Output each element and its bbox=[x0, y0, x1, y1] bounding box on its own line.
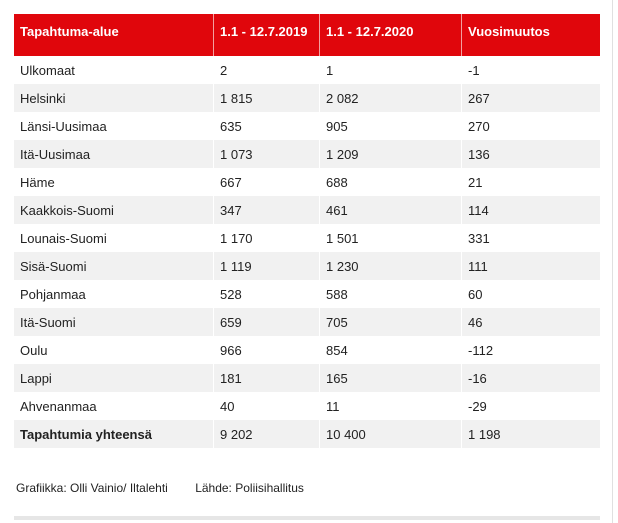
header-2019: 1.1 - 12.7.2019 bbox=[214, 14, 320, 56]
table-row bbox=[14, 84, 600, 112]
cell-2019: 966 bbox=[214, 336, 320, 364]
cell-change: 114 bbox=[462, 196, 600, 224]
cell-change: -29 bbox=[462, 392, 600, 420]
cell-2020: 461 bbox=[320, 196, 462, 224]
cell-change: -16 bbox=[462, 364, 600, 392]
cell-change: 270 bbox=[462, 112, 600, 140]
cell-change: 46 bbox=[462, 308, 600, 336]
cell-2019: 347 bbox=[214, 196, 320, 224]
cell-change: 111 bbox=[462, 252, 600, 280]
cell-area: Tapahtumia yhteensä bbox=[14, 420, 214, 448]
cell-2019: 1 815 bbox=[214, 84, 320, 112]
cell-2020: 1 501 bbox=[320, 224, 462, 252]
cell-change: 331 bbox=[462, 224, 600, 252]
cell-change: 60 bbox=[462, 280, 600, 308]
table-row bbox=[14, 196, 600, 224]
table-row bbox=[14, 252, 600, 280]
cell-area: Pohjanmaa bbox=[14, 280, 214, 308]
cell-change: 267 bbox=[462, 84, 600, 112]
table-row bbox=[14, 168, 600, 196]
cell-change: 21 bbox=[462, 168, 600, 196]
header-2020: 1.1 - 12.7.2020 bbox=[320, 14, 462, 56]
table-row bbox=[14, 308, 600, 336]
cell-area: Länsi-Uusimaa bbox=[14, 112, 214, 140]
cell-2020: 688 bbox=[320, 168, 462, 196]
table-row bbox=[14, 56, 600, 84]
source-credit: Lähde: Poliisihallitus bbox=[195, 481, 304, 495]
table-row bbox=[14, 140, 600, 168]
cell-area: Sisä-Suomi bbox=[14, 252, 214, 280]
table-row bbox=[14, 364, 600, 392]
total-row bbox=[14, 420, 600, 448]
cell-2020: 588 bbox=[320, 280, 462, 308]
cell-2019: 9 202 bbox=[214, 420, 320, 448]
header-change: Vuosimuutos bbox=[462, 14, 600, 56]
cell-2020: 1 230 bbox=[320, 252, 462, 280]
cell-area: Lappi bbox=[14, 364, 214, 392]
cell-area: Helsinki bbox=[14, 84, 214, 112]
data-table bbox=[14, 14, 600, 448]
table-row bbox=[14, 280, 600, 308]
cell-area: Ulkomaat bbox=[14, 56, 214, 84]
cell-change: 1 198 bbox=[462, 420, 600, 448]
cell-area: Kaakkois-Suomi bbox=[14, 196, 214, 224]
cell-2020: 854 bbox=[320, 336, 462, 364]
cell-area: Itä-Suomi bbox=[14, 308, 214, 336]
cell-2019: 528 bbox=[214, 280, 320, 308]
cell-2019: 2 bbox=[214, 56, 320, 84]
cell-area: Ahvenanmaa bbox=[14, 392, 214, 420]
graphics-credit: Grafiikka: Olli Vainio/ Iltalehti bbox=[16, 481, 168, 495]
header-row bbox=[14, 14, 600, 56]
table-row bbox=[14, 336, 600, 364]
cell-2019: 1 119 bbox=[214, 252, 320, 280]
cell-2019: 659 bbox=[214, 308, 320, 336]
cell-area: Oulu bbox=[14, 336, 214, 364]
cell-2020: 165 bbox=[320, 364, 462, 392]
table-row bbox=[14, 224, 600, 252]
cell-change: 136 bbox=[462, 140, 600, 168]
cell-area: Itä-Uusimaa bbox=[14, 140, 214, 168]
cell-2019: 181 bbox=[214, 364, 320, 392]
cell-2020: 905 bbox=[320, 112, 462, 140]
table-row bbox=[14, 392, 600, 420]
cell-area: Häme bbox=[14, 168, 214, 196]
divider bbox=[14, 516, 600, 520]
cell-2020: 10 400 bbox=[320, 420, 462, 448]
cell-2020: 2 082 bbox=[320, 84, 462, 112]
credits bbox=[16, 481, 304, 495]
cell-area: Lounais-Suomi bbox=[14, 224, 214, 252]
header-area: Tapahtuma-alue bbox=[14, 14, 214, 56]
cell-2019: 667 bbox=[214, 168, 320, 196]
table-header bbox=[14, 14, 600, 56]
cell-2020: 1 bbox=[320, 56, 462, 84]
cell-2019: 1 170 bbox=[214, 224, 320, 252]
cell-2019: 40 bbox=[214, 392, 320, 420]
cell-2020: 1 209 bbox=[320, 140, 462, 168]
table-body bbox=[14, 56, 600, 448]
cell-2019: 1 073 bbox=[214, 140, 320, 168]
cell-2020: 11 bbox=[320, 392, 462, 420]
cell-2019: 635 bbox=[214, 112, 320, 140]
cell-2020: 705 bbox=[320, 308, 462, 336]
cell-change: -112 bbox=[462, 336, 600, 364]
table-row bbox=[14, 112, 600, 140]
cell-change: -1 bbox=[462, 56, 600, 84]
